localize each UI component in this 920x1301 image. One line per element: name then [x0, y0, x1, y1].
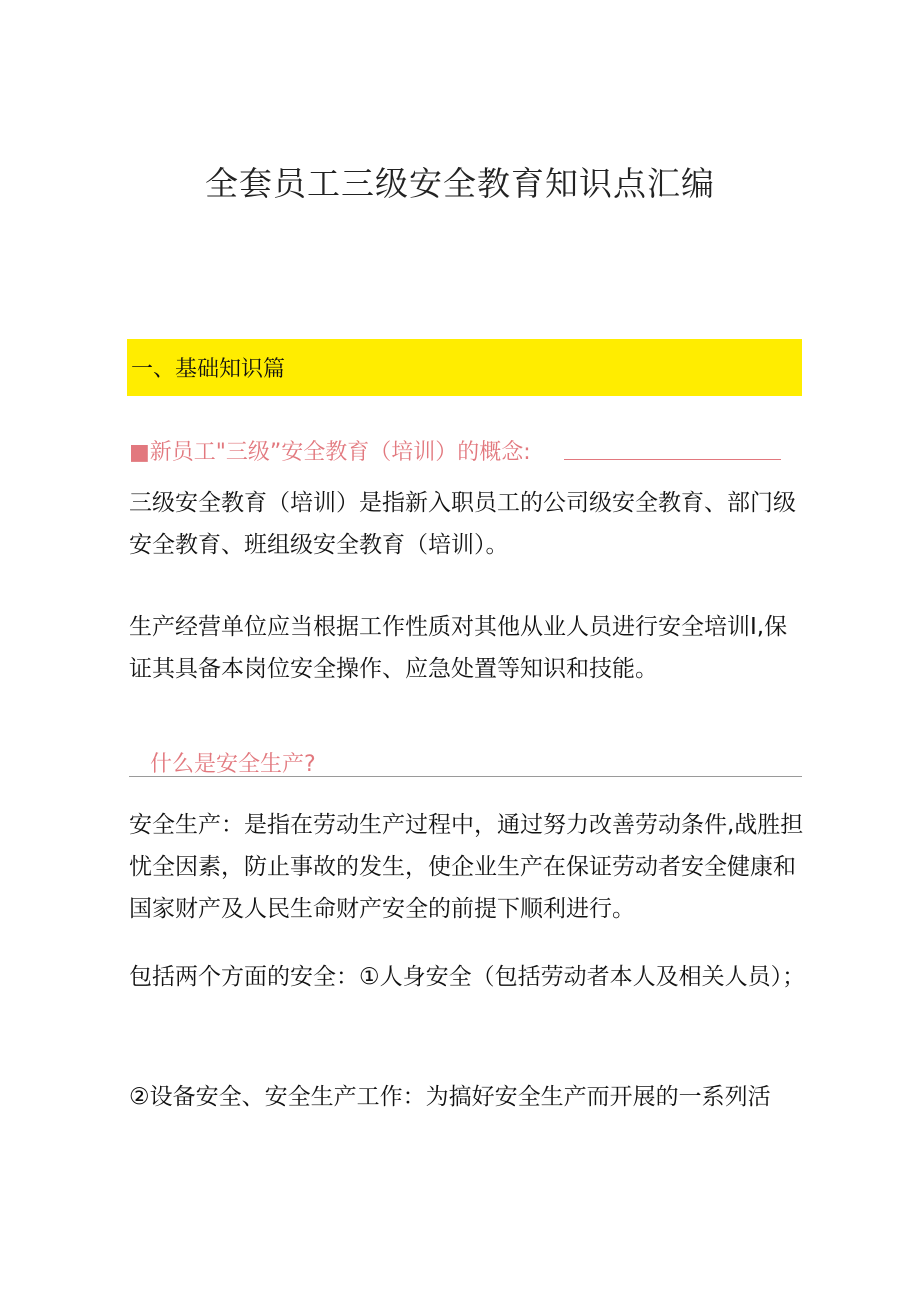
- page-title: 全套员工三级安全教育知识点汇编: [205, 164, 715, 203]
- subheading-concept: ■新员工"三级”安全教育（培训）的概念:: [129, 440, 531, 465]
- subheading-underline: [564, 459, 781, 460]
- subheading-what-is-safety: 什么是安全生产?: [150, 752, 316, 777]
- paragraph-definition: 三级安全教育（培训）是指新入职员工的公司级安全教育、部门级安全教育、班组级安全教育（培训）。: [129, 490, 796, 558]
- paragraph-training-requirement: 生产经营单位应当根据工作性质对其他从业人员进行安全培训I,保证其具备本岗位安全操作、应急处置等知识和技能。: [129, 614, 788, 682]
- subheading-divider: [129, 776, 802, 777]
- section-heading: 一、基础知识篇: [131, 357, 286, 382]
- paragraph-safety-definition: 安全生产：是指在劳动生产过程中，通过努力改善劳动条件,战胜担忧全因素，防止事故的发生，使企业生产在保证劳动者安全健康和国家财产及人民生命财产安全的前提下顺利进行。: [129, 812, 804, 922]
- paragraph-two-aspects: 包括两个方面的安全：①人身安全（包括劳动者本人及相关人员）；: [129, 964, 806, 990]
- section-heading-banner: [127, 339, 802, 396]
- paragraph-equipment-safety: ②设备安全、安全生产工作：为搞好安全生产而开展的一系列活: [129, 1084, 771, 1110]
